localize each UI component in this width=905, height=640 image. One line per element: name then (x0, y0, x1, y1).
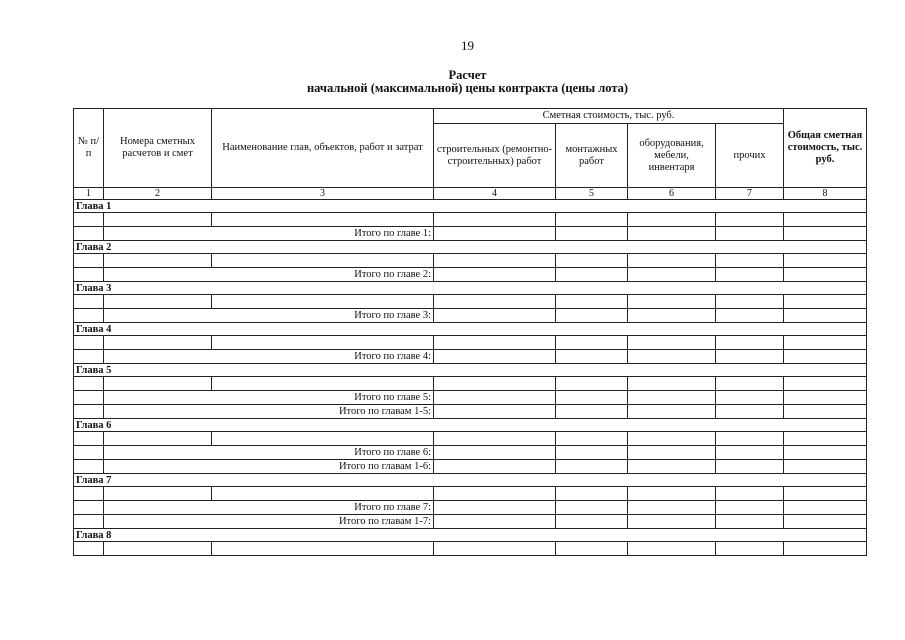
entry-cell (212, 213, 434, 227)
total-value-cell (628, 227, 716, 241)
entry-row (74, 213, 867, 227)
total-row (74, 391, 867, 405)
header-installation-works: монтажных работ (556, 124, 628, 188)
entry-row (74, 254, 867, 268)
total-row (74, 515, 867, 529)
total-value-cell (556, 350, 628, 364)
total-value-cell (434, 391, 556, 405)
total-value-cell (556, 268, 628, 282)
entry-row (74, 295, 867, 309)
total-value-cell (784, 405, 867, 419)
entry-cell (74, 213, 104, 227)
entry-cell (628, 336, 716, 350)
total-row (74, 460, 867, 474)
header-equipment: оборудования, мебели, инвентаря (628, 124, 716, 188)
total-label: Итого по главам 1-6: (104, 460, 434, 474)
total-row (74, 309, 867, 323)
total-row (74, 405, 867, 419)
chapter-heading: Глава 1 (74, 200, 867, 213)
total-value-cell (716, 391, 784, 405)
col-number: 7 (716, 188, 784, 200)
total-value-cell (434, 460, 556, 474)
entry-cell (104, 432, 212, 446)
total-row (74, 350, 867, 364)
entry-cell (556, 254, 628, 268)
total-value-cell (716, 268, 784, 282)
entry-cell (716, 336, 784, 350)
chapter-heading: Глава 8 (74, 529, 867, 542)
col-number: 1 (74, 188, 104, 200)
entry-cell (434, 542, 556, 556)
col-number: 2 (104, 188, 212, 200)
col-number: 6 (628, 188, 716, 200)
total-value-cell (784, 227, 867, 241)
entry-cell (434, 336, 556, 350)
entry-cell (434, 295, 556, 309)
entry-cell (716, 295, 784, 309)
entry-cell (556, 432, 628, 446)
entry-cell (628, 377, 716, 391)
entry-cell (212, 295, 434, 309)
entry-cell (104, 213, 212, 227)
total-value-cell (434, 227, 556, 241)
total-value-cell (784, 460, 867, 474)
entry-cell (212, 432, 434, 446)
total-value-cell (716, 405, 784, 419)
total-row (74, 501, 867, 515)
total-value-cell (434, 405, 556, 419)
total-value-cell (716, 309, 784, 323)
entry-row (74, 487, 867, 501)
header-chapter-names: Наименование глав, объектов, работ и затрат (212, 109, 434, 188)
total-value-cell (716, 350, 784, 364)
entry-row (74, 336, 867, 350)
entry-row (74, 377, 867, 391)
cell-empty (74, 405, 104, 419)
total-value-cell (628, 350, 716, 364)
entry-cell (212, 542, 434, 556)
chapter-row (74, 529, 867, 542)
header-total-cost: Общая сметная стоимость, тыс. руб. (784, 109, 867, 188)
col-number: 5 (556, 188, 628, 200)
entry-cell (74, 542, 104, 556)
total-label: Итого по главе 7: (104, 501, 434, 515)
chapter-row (74, 282, 867, 295)
entry-cell (628, 487, 716, 501)
total-value-cell (556, 227, 628, 241)
entry-cell (716, 432, 784, 446)
cell-empty (74, 309, 104, 323)
chapter-row (74, 241, 867, 254)
chapter-heading: Глава 6 (74, 419, 867, 432)
entry-cell (104, 377, 212, 391)
chapter-row (74, 474, 867, 487)
total-value-cell (556, 515, 628, 529)
entry-cell (784, 432, 867, 446)
chapter-heading: Глава 7 (74, 474, 867, 487)
cell-empty (74, 460, 104, 474)
entry-cell (784, 336, 867, 350)
entry-cell (434, 487, 556, 501)
cell-empty (74, 446, 104, 460)
document-title (0, 69, 905, 95)
entry-cell (784, 542, 867, 556)
entry-cell (628, 432, 716, 446)
page-number: 19 (461, 38, 474, 53)
total-value-cell (716, 227, 784, 241)
entry-cell (434, 254, 556, 268)
total-value-cell (784, 350, 867, 364)
entry-cell (104, 336, 212, 350)
total-label: Итого по главе 1: (104, 227, 434, 241)
entry-cell (104, 487, 212, 501)
total-value-cell (434, 268, 556, 282)
cell-empty (74, 501, 104, 515)
chapter-heading: Глава 3 (74, 282, 867, 295)
entry-cell (212, 254, 434, 268)
entry-cell (784, 254, 867, 268)
entry-cell (716, 542, 784, 556)
total-row (74, 446, 867, 460)
total-value-cell (556, 309, 628, 323)
entry-cell (212, 487, 434, 501)
entry-cell (628, 542, 716, 556)
entry-cell (74, 377, 104, 391)
entry-cell (628, 213, 716, 227)
entry-cell (784, 213, 867, 227)
total-value-cell (784, 391, 867, 405)
cell-empty (74, 515, 104, 529)
col-number: 8 (784, 188, 867, 200)
total-value-cell (784, 309, 867, 323)
total-label: Итого по главе 2: (104, 268, 434, 282)
chapter-row (74, 323, 867, 336)
total-value-cell (434, 515, 556, 529)
total-row (74, 268, 867, 282)
total-value-cell (784, 501, 867, 515)
entry-cell (104, 295, 212, 309)
total-label: Итого по главе 6: (104, 446, 434, 460)
total-value-cell (716, 460, 784, 474)
entry-cell (556, 213, 628, 227)
entry-cell (556, 377, 628, 391)
entry-cell (716, 487, 784, 501)
entry-cell (212, 336, 434, 350)
total-label: Итого по главам 1-5: (104, 405, 434, 419)
entry-cell (104, 254, 212, 268)
total-value-cell (716, 446, 784, 460)
header-estimate-numbers: Номера сметных расчетов и смет (104, 109, 212, 188)
entry-cell (784, 295, 867, 309)
total-value-cell (716, 501, 784, 515)
entry-cell (716, 213, 784, 227)
entry-cell (212, 377, 434, 391)
total-value-cell (628, 501, 716, 515)
entry-cell (434, 377, 556, 391)
entry-row (74, 432, 867, 446)
entry-cell (74, 432, 104, 446)
entry-cell (434, 213, 556, 227)
entry-cell (556, 487, 628, 501)
total-label: Итого по главам 1-7: (104, 515, 434, 529)
total-value-cell (434, 446, 556, 460)
cell-empty (74, 350, 104, 364)
entry-cell (74, 254, 104, 268)
entry-cell (74, 336, 104, 350)
chapter-heading: Глава 5 (74, 364, 867, 377)
total-value-cell (556, 405, 628, 419)
header-construction-works: строительных (ремонтно-строительных) работ (434, 124, 556, 188)
total-value-cell (628, 446, 716, 460)
total-value-cell (556, 501, 628, 515)
total-value-cell (784, 268, 867, 282)
total-value-cell (628, 268, 716, 282)
entry-cell (784, 377, 867, 391)
col-number: 3 (212, 188, 434, 200)
total-value-cell (784, 515, 867, 529)
entry-cell (74, 487, 104, 501)
entry-row (74, 542, 867, 556)
column-number-row (74, 188, 867, 200)
header-estimated-cost-group: Сметная стоимость, тыс. руб. (434, 109, 784, 124)
chapter-row (74, 419, 867, 432)
total-value-cell (434, 501, 556, 515)
cell-empty (74, 391, 104, 405)
total-value-cell (628, 309, 716, 323)
title-line-2: начальной (максимальной) цены контракта (цены лота) (306, 81, 629, 95)
header-num: № п/п (74, 109, 104, 188)
entry-cell (104, 542, 212, 556)
entry-cell (556, 542, 628, 556)
total-value-cell (716, 515, 784, 529)
total-value-cell (556, 391, 628, 405)
header-other: прочих (716, 124, 784, 188)
entry-cell (628, 254, 716, 268)
total-value-cell (628, 405, 716, 419)
total-value-cell (556, 446, 628, 460)
chapter-row (74, 200, 867, 213)
total-label: Итого по главе 5: (104, 391, 434, 405)
entry-cell (628, 295, 716, 309)
entry-cell (74, 295, 104, 309)
entry-cell (556, 295, 628, 309)
total-label: Итого по главе 4: (104, 350, 434, 364)
total-label: Итого по главе 3: (104, 309, 434, 323)
table-body (74, 200, 867, 556)
entry-cell (784, 487, 867, 501)
entry-cell (556, 336, 628, 350)
chapter-row (74, 364, 867, 377)
total-value-cell (434, 350, 556, 364)
total-value-cell (628, 460, 716, 474)
col-number: 4 (434, 188, 556, 200)
total-value-cell (556, 460, 628, 474)
title-line-1: Расчет (448, 68, 487, 82)
total-row (74, 227, 867, 241)
entry-cell (716, 254, 784, 268)
total-value-cell (628, 391, 716, 405)
chapter-heading: Глава 2 (74, 241, 867, 254)
chapter-heading: Глава 4 (74, 323, 867, 336)
total-value-cell (628, 515, 716, 529)
total-value-cell (434, 309, 556, 323)
entry-cell (434, 432, 556, 446)
cost-estimate-table (73, 108, 867, 556)
total-value-cell (784, 446, 867, 460)
entry-cell (716, 377, 784, 391)
cell-empty (74, 227, 104, 241)
cell-empty (74, 268, 104, 282)
